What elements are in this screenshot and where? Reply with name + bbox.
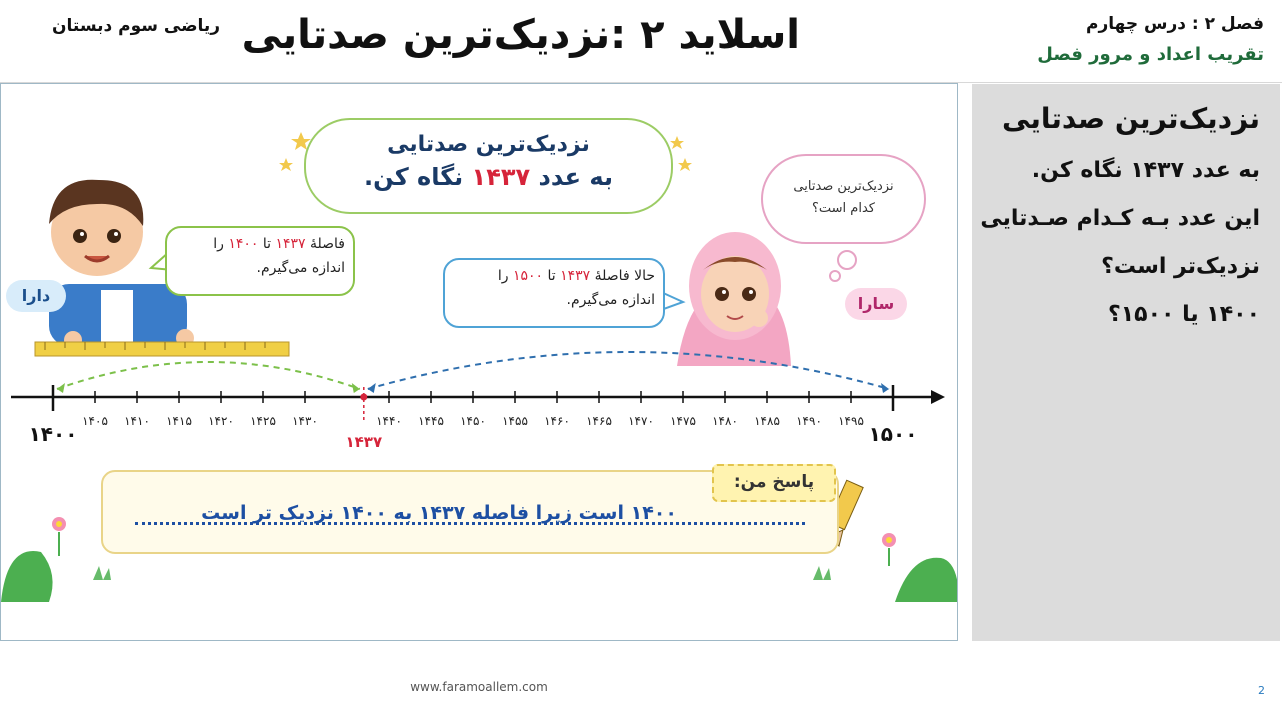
number-line-tick-label: ۱۴۳۰: [292, 414, 318, 428]
dara-speech-bubble: فاصلهٔ ۱۴۳۷ تا ۱۴۰۰ را اندازه می‌گیرم.: [165, 226, 355, 296]
panel-line1: به عدد ۱۴۳۷ نگاه کن.: [1031, 158, 1260, 183]
number-line-tick-label: ۱۴۸۵: [754, 414, 780, 428]
sara-thought-bubble: نزدیک‌ترین صدتایی کدام است؟: [761, 154, 926, 244]
number-line-tick-label: ۱۴۹۰: [796, 414, 822, 428]
marked-value-label: ۱۴۳۷: [345, 433, 383, 451]
flower-icon: [52, 517, 66, 556]
number-line-tick-label: ۱۴۴۵: [418, 414, 444, 428]
panel-title: نزدیک‌ترین صدتایی: [1002, 102, 1260, 135]
number-line-tick-label: ۱۴۴۰: [376, 414, 402, 428]
distance-arc-left: [57, 362, 360, 389]
answer-text: ۱۴۰۰ است زیرا فاصله ۱۴۳۷ به ۱۴۰۰ نزدیک تر است: [201, 502, 677, 524]
number-line-tick-label: ۱۴۱۰: [124, 414, 150, 428]
slide-title: اسلاید ۲ :نزدیک‌ترین صدتایی: [241, 12, 800, 58]
distance-arc-right: [368, 352, 889, 389]
chapter-label: فصل ۲ : درس چهارم: [1085, 14, 1264, 34]
marked-value-dot: [360, 394, 367, 401]
number-line-tick-label: ۱۴۹۵: [838, 414, 864, 428]
number-line-tick-label: ۱۴۶۰: [544, 414, 570, 428]
grass-icon: [93, 566, 111, 580]
number-line-tick-label: ۱۴۰۵: [82, 414, 108, 428]
number-line-tick-label: ۱۴۲۰: [208, 414, 234, 428]
star-icon: [678, 158, 692, 171]
panel-line4: ۱۴۰۰ یا ۱۵۰۰؟: [1107, 302, 1260, 327]
number-line-tick-label: ۱۴۱۵: [166, 414, 192, 428]
number-line-tick-label: ۱۴۶۵: [586, 414, 612, 428]
slide-canvas: [0, 83, 958, 641]
ruler-icon: [35, 342, 289, 356]
number-line: [11, 352, 945, 451]
cloud-line2: به عدد ۱۴۳۷ نگاه کن.: [364, 163, 613, 191]
lesson-label: تقریب اعداد و مرور فصل: [1037, 44, 1264, 65]
star-icon: [670, 136, 684, 149]
arc-arrowhead: [352, 383, 360, 393]
number-line-tick-label: ۱۴۷۰: [628, 414, 654, 428]
header: [0, 0, 1282, 83]
sara-name-tag: سارا: [845, 288, 907, 320]
sara-character-icon: [677, 232, 791, 366]
grass-icon: [813, 566, 831, 580]
bush-icon: [1, 551, 53, 602]
star-icon: [279, 158, 293, 171]
page-number: 2: [1258, 684, 1265, 697]
bush-icon: [895, 558, 958, 602]
answer-label: پاسخ من:: [712, 464, 836, 502]
cloud-line1: نزدیک‌ترین صدتایی: [387, 132, 590, 157]
number-line-tick-label: ۱۴۲۵: [250, 414, 276, 428]
number-line-end-label: ۱۵۰۰: [868, 422, 918, 446]
question-panel: [972, 84, 1280, 641]
website-footer: www.faramoallem.com: [410, 680, 548, 694]
panel-line2: این عدد بـه کـدام صـدتایی: [980, 206, 1260, 231]
number-line-start-label: ۱۴۰۰: [28, 422, 78, 446]
subject-label: ریاضی سوم دبستان: [52, 16, 221, 36]
number-line-tick-label: ۱۴۵۰: [460, 414, 486, 428]
flower-icon: [882, 533, 896, 566]
dara-name-tag: دارا: [6, 280, 66, 312]
panel-line3: نزدیک‌تر است؟: [1101, 254, 1260, 279]
sara-speech-bubble: حالا فاصلهٔ ۱۴۳۷ تا ۱۵۰۰ را اندازه می‌گیرم.: [443, 258, 665, 328]
arc-arrowhead: [881, 383, 889, 393]
number-line-tick-label: ۱۴۸۰: [712, 414, 738, 428]
question-cloud: [304, 118, 673, 214]
number-line-tick-label: ۱۴۵۵: [502, 414, 528, 428]
number-line-tick-label: ۱۴۷۵: [670, 414, 696, 428]
